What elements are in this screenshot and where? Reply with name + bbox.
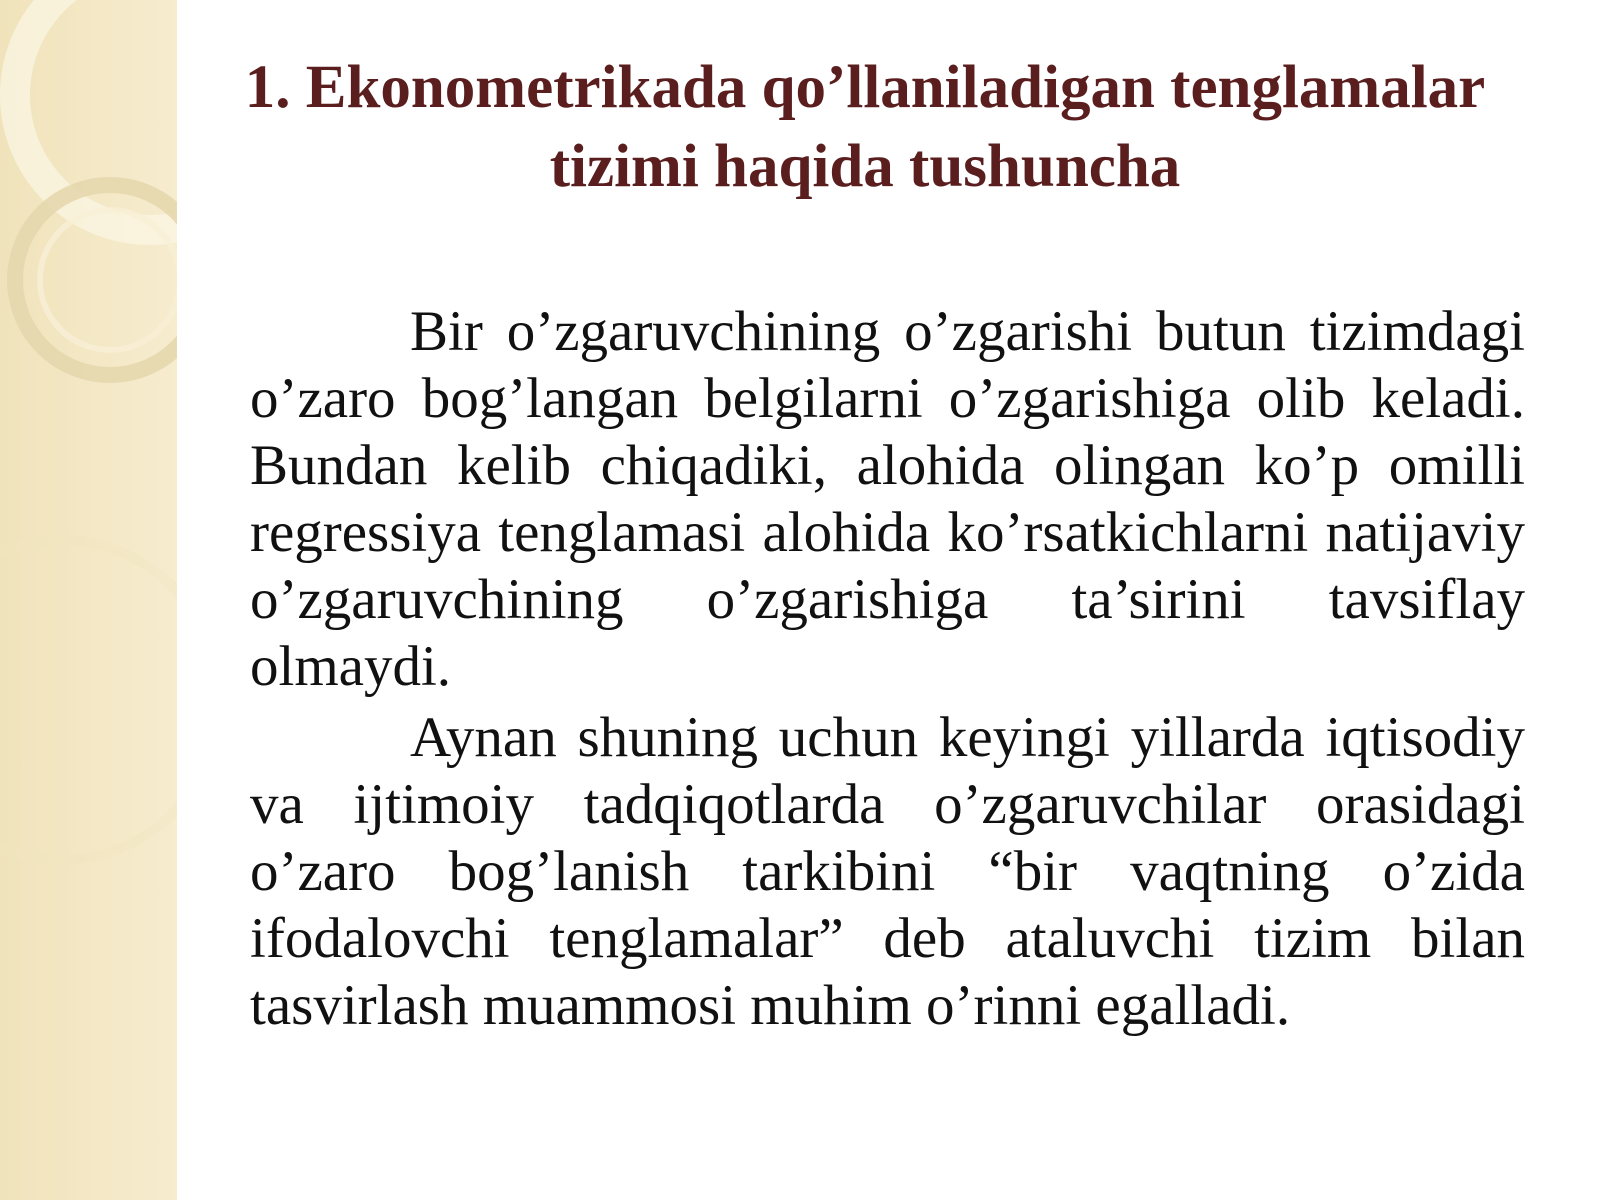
slide-title: 1. Ekonometrikada qo’llaniladigan tenglamalar tizimi haqida tushuncha [244,54,1486,200]
body-paragraph-1: Bir o’zgaruvchining o’zgarishi butun tizimdagi o’zaro bog’langan belgilarni o’zgarishiga olib keladi. Bundan kelib chiqadiki, alohida olingan ko’p omilli regressiya tenglamasi alohida ko’rsatkichlarni natijaviy o’zgaruvchining o’zgarishiga ta’sirini tavsiflay olmaydi. [250,300,1525,698]
body-paragraph-2: Aynan shuning uchun keyingi yillarda iqtisodiy va ijtimoiy tadqiqotlarda o’zgaruvchilar orasidagi o’zaro bog’lanish tarkibini “bir vaqtning o’zida ifodalovchi tenglamalar” deb ataluvchi tizim bilan tasvirlash muammosi muhim o’rinni egalladi. [250,706,1525,1037]
slide-body [250,298,1525,1043]
decorative-circles [0,0,177,1200]
decorative-side-band [0,0,177,1200]
